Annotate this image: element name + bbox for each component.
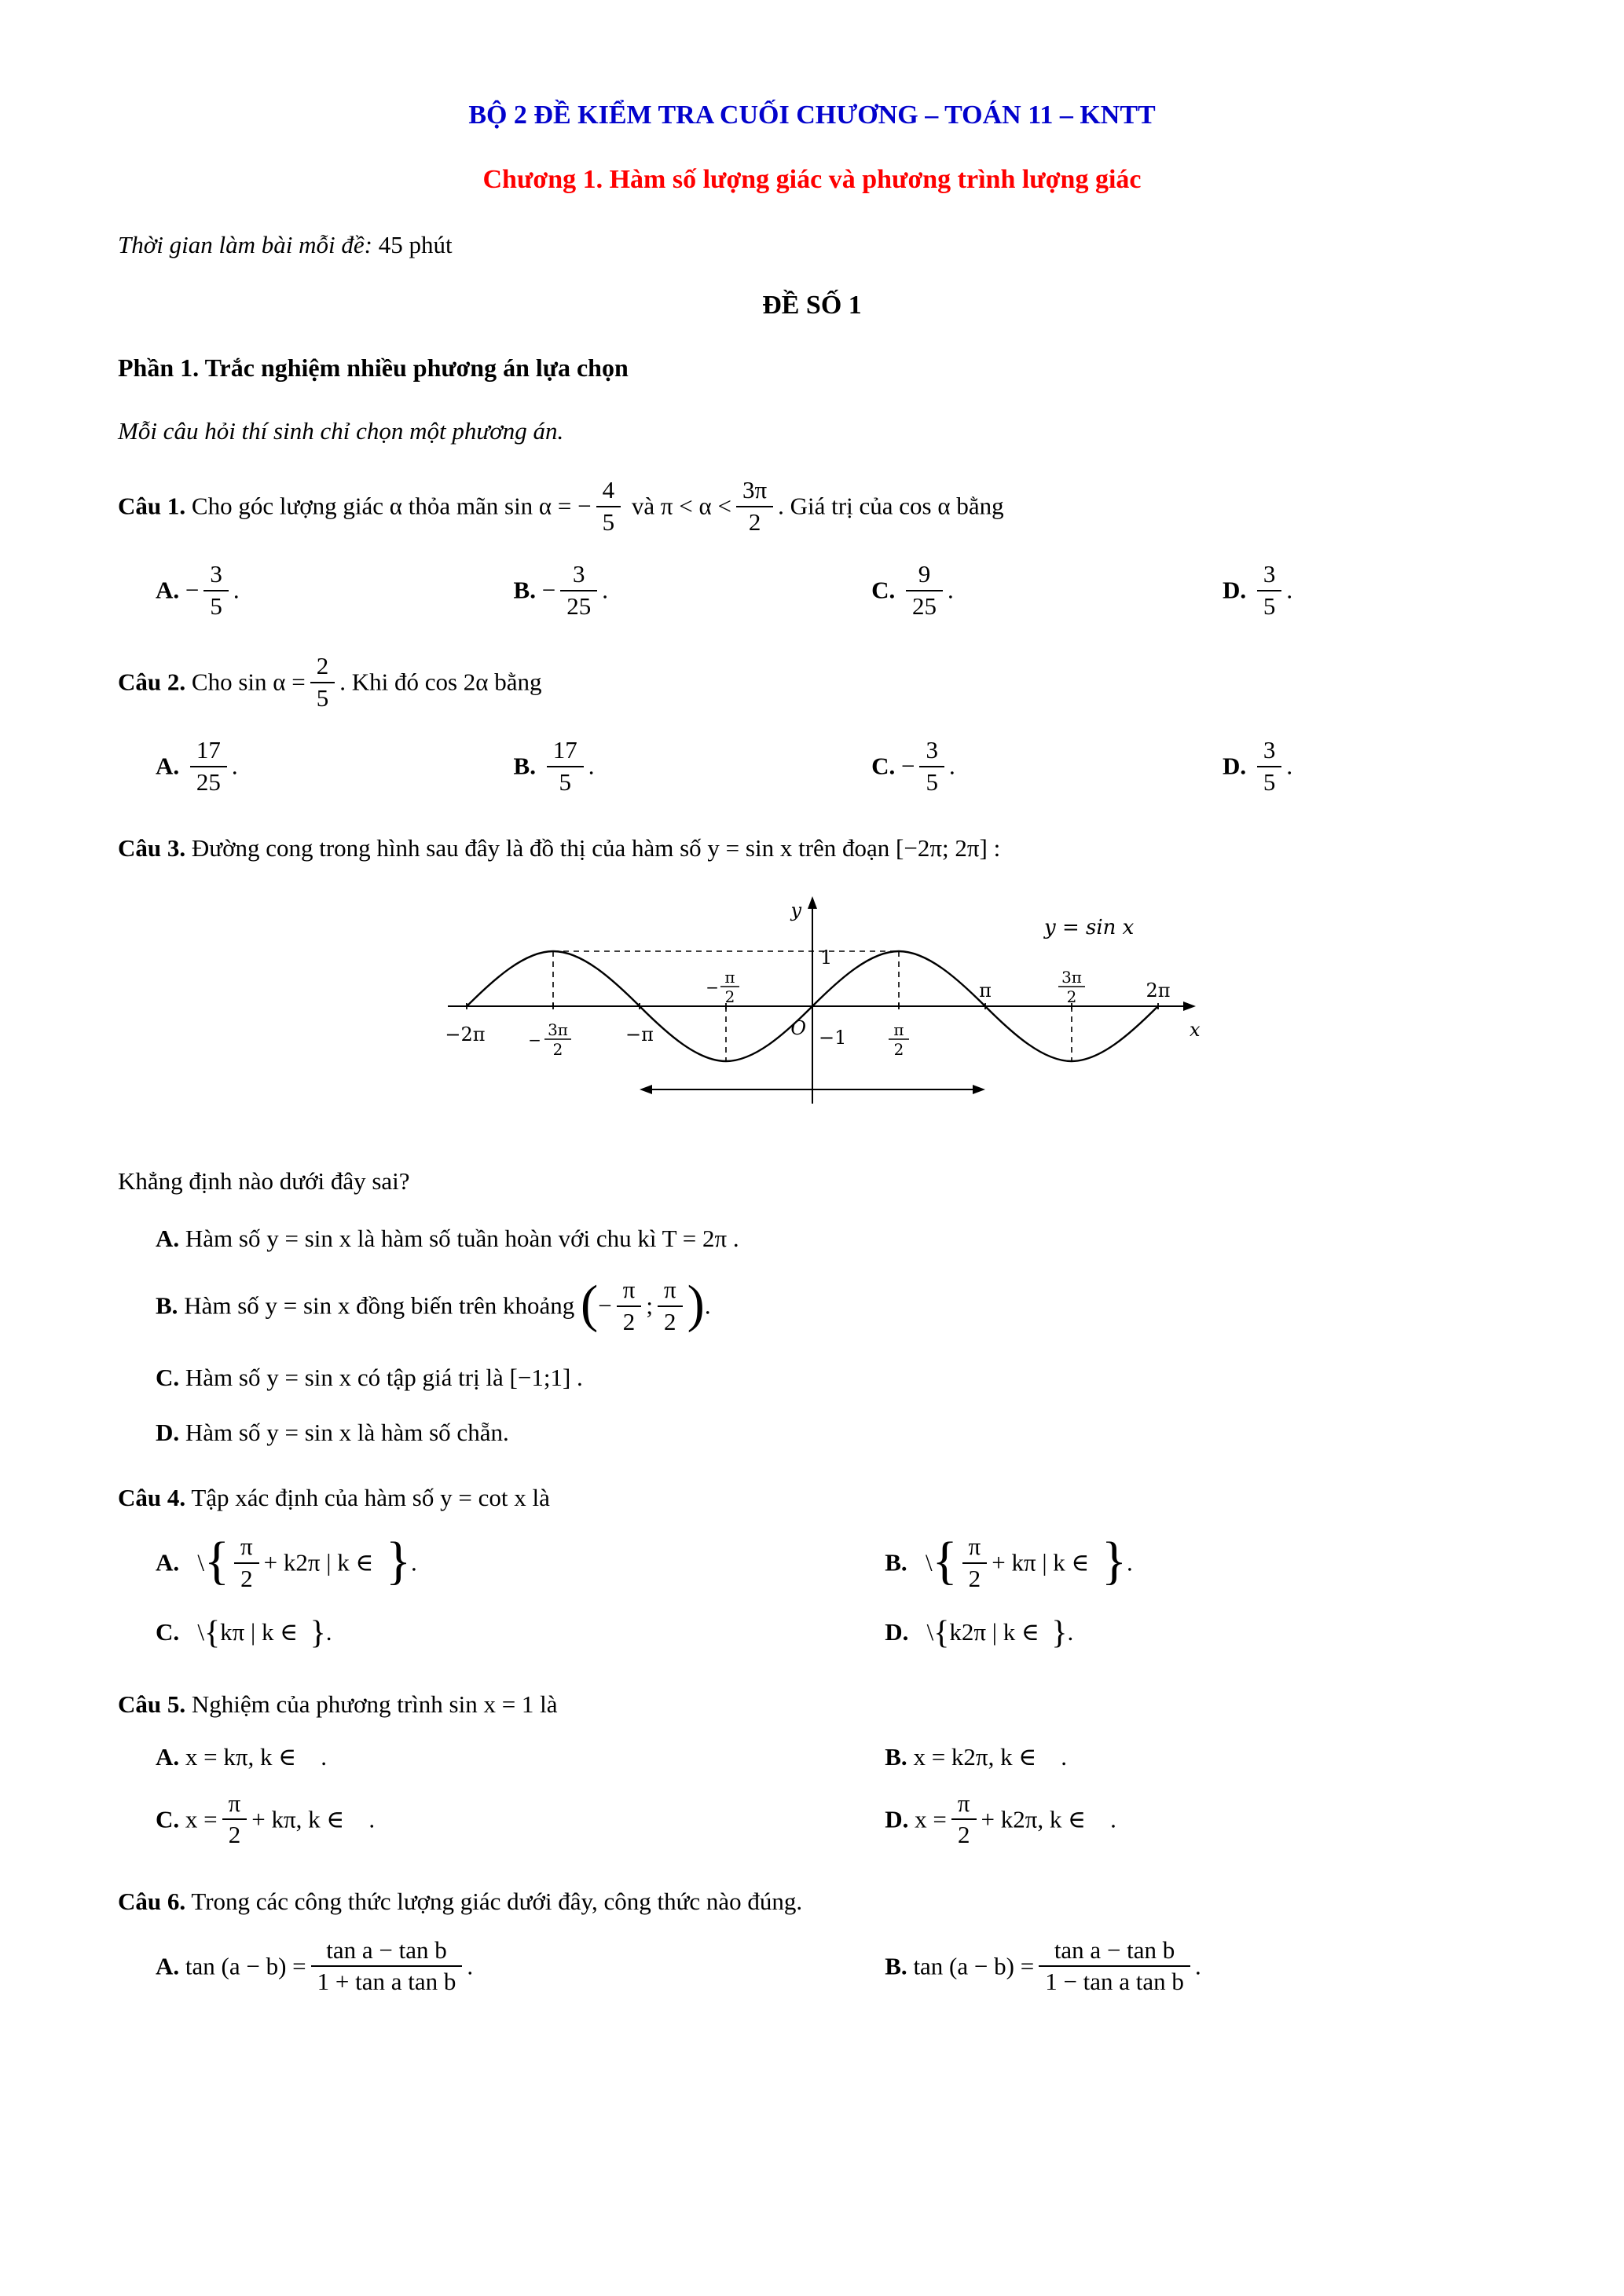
option-period: .: [588, 752, 595, 780]
question-5-options-row-2: [118, 1789, 1506, 1851]
setminus: \: [907, 1548, 933, 1576]
question-6-options: [118, 1935, 1506, 1998]
question-3-text: Đường cong trong hình sau đây là đồ thị của hàm số y = sin x trên đoạn [−2π; 2π] :: [191, 834, 1001, 862]
label-2pi: 2π: [1145, 980, 1171, 1002]
fraction-denominator: 25: [196, 767, 221, 796]
fraction-numerator: 3π: [1061, 968, 1082, 987]
fraction-denominator: 1 − tan a tan b: [1045, 1968, 1184, 1996]
question-1-options: [118, 560, 1506, 621]
fraction-denominator: 5: [1263, 767, 1276, 796]
question-3-sub: Khẳng định nào dưới đây sai?: [118, 1167, 410, 1196]
fraction-numerator: π: [951, 1791, 977, 1821]
option-period: .: [1194, 1952, 1201, 1980]
fraction: [951, 1791, 977, 1848]
option-letter: B.: [156, 1291, 178, 1320]
fraction-numerator: 3: [919, 738, 944, 767]
q1-option-c: [871, 560, 1223, 621]
question-6-text: Trong các công thức lượng giác dưới đây, công thức nào đúng.: [191, 1888, 803, 1916]
period-arrow-right: [973, 1085, 985, 1094]
option-period: .: [1286, 752, 1293, 780]
x-axis-arrow: [1183, 1002, 1196, 1011]
option-letter: C.: [871, 752, 896, 780]
fraction-denominator: 2: [622, 1307, 636, 1335]
fraction-sign: −: [527, 1031, 541, 1050]
question-3: [118, 832, 1506, 865]
option-letter: B.: [885, 1548, 907, 1576]
fraction-numerator: tan a − tan b: [1039, 1938, 1190, 1968]
fraction-denominator: 1 + tan a tan b: [317, 1968, 456, 1996]
set-condition: + kπ | k ∈: [992, 1548, 1102, 1576]
minus-sign: −: [598, 1291, 612, 1320]
q5-option-c: [156, 1789, 885, 1851]
fraction-denominator: 5: [1263, 591, 1276, 620]
q2-option-d: [1223, 736, 1506, 797]
label-neg-3pi-over-2: [528, 1020, 571, 1059]
fraction-numerator: 3: [1257, 562, 1282, 591]
option-period: .: [325, 1618, 332, 1646]
label-pi-over-2: [889, 1020, 909, 1059]
x-axis-label: x: [1189, 1019, 1201, 1042]
option-letter: D.: [1223, 752, 1247, 780]
option-period: .: [1067, 1618, 1074, 1646]
set-condition: k2π | k ∈: [949, 1618, 1052, 1646]
label-1: 1: [819, 947, 832, 969]
fraction-numerator: π: [893, 1020, 904, 1040]
part-title: Phần 1. Trắc nghiệm nhiều phương án lựa chọn: [118, 353, 629, 382]
option-period: .: [1127, 1548, 1133, 1576]
fraction-numerator: 3π: [547, 1020, 568, 1040]
fraction-numerator: 2: [310, 654, 335, 683]
curve-equation-label: y = sin x: [1043, 916, 1134, 940]
label-neg-2pi: −2π: [444, 1023, 486, 1046]
q4-option-c: [156, 1616, 885, 1653]
fraction-denominator: 2: [228, 1821, 241, 1849]
option-letter: C.: [156, 1618, 180, 1646]
option-fraction: [919, 738, 944, 795]
question-4-text: Tập xác định của hàm số y = cot x là: [191, 1484, 550, 1512]
fraction-numerator: 3π: [736, 478, 773, 507]
close-brace: }: [1051, 1615, 1068, 1652]
y-axis-arrow: [808, 896, 817, 909]
label-minus-1: −1: [818, 1027, 846, 1049]
q3-option-b: [156, 1276, 1506, 1337]
fraction-denominator: 2: [968, 1564, 981, 1592]
label-3pi-over-2: [1058, 968, 1085, 1006]
fraction-numerator: 3: [1257, 738, 1282, 767]
option-letter: D.: [885, 1618, 909, 1646]
question-4-options-row-2: [118, 1616, 1506, 1653]
close-brace: }: [310, 1615, 326, 1652]
label-pi: π: [978, 980, 992, 1002]
option-letter: C.: [156, 1805, 180, 1833]
fraction-denominator: 5: [210, 591, 222, 620]
option-period: .: [1286, 576, 1293, 604]
fraction-numerator: π: [222, 1791, 247, 1821]
option-fraction: [190, 738, 227, 795]
open-brace: {: [933, 1615, 950, 1652]
option-letter: C.: [156, 1364, 180, 1392]
q1-option-a: [156, 560, 514, 621]
question-1-label: Câu 1.: [118, 492, 186, 520]
option-fraction: [906, 562, 943, 619]
fraction-numerator: π: [724, 968, 735, 987]
option-letter: B.: [513, 752, 536, 780]
formula-fraction: [311, 1935, 463, 1996]
option-text: Hàm số y = sin x là hàm số tuần hoàn với chu kì T = 2π .: [185, 1225, 739, 1253]
option-fraction: [1257, 738, 1282, 795]
option-letter: D.: [156, 1419, 180, 1447]
y-axis-label: y: [790, 899, 801, 922]
option-letter: A.: [156, 1952, 180, 1980]
option-letter: D.: [1223, 576, 1247, 604]
option-period: .: [410, 1548, 417, 1576]
fraction-sign: −: [705, 978, 719, 998]
fraction-numerator: π: [962, 1534, 988, 1564]
fraction-numerator: π: [658, 1277, 683, 1307]
option-letter: C.: [871, 576, 896, 604]
question-3-label: Câu 3.: [118, 834, 186, 862]
q5-option-d: [885, 1789, 1506, 1851]
q5-option-b: [885, 1743, 1506, 1771]
open-brace: {: [932, 1532, 958, 1591]
question-4-options-row-1: [118, 1532, 1506, 1594]
fraction-numerator: tan a − tan b: [311, 1938, 463, 1968]
close-paren: ): [687, 1276, 705, 1334]
option-period: .: [704, 1291, 711, 1320]
sine-graph: [420, 888, 1205, 1124]
period-arrow-left: [640, 1085, 652, 1094]
instruction-text: Mỗi câu hỏi thí sinh chỉ chọn một phương án.: [118, 417, 564, 445]
option-period: .: [948, 752, 955, 780]
question-5: [118, 1688, 1506, 1721]
q3-option-d: [156, 1419, 1506, 1447]
question-2: [118, 652, 1506, 713]
option-period: .: [602, 576, 608, 604]
fraction-denominator: 5: [926, 767, 938, 796]
option-text: x = kπ, k ∈ .: [185, 1742, 327, 1771]
fraction-denominator: 2: [240, 1564, 253, 1592]
label-neg-pi: −π: [625, 1023, 654, 1046]
fraction-denominator: 2: [552, 1040, 563, 1060]
fraction: [658, 1277, 683, 1335]
q3-option-c: [156, 1364, 1506, 1392]
option-fraction: [203, 562, 229, 619]
option-fraction: [560, 562, 597, 619]
option-fraction: [1257, 562, 1282, 619]
fraction-denominator: 2: [957, 1821, 970, 1849]
fraction-denominator: 2: [664, 1307, 676, 1335]
time-value: 45 phút: [378, 231, 453, 258]
question-1-text-2: và π < α <: [631, 492, 732, 520]
option-text: Hàm số y = sin x là hàm số chẵn.: [185, 1419, 509, 1447]
question-5-label: Câu 5.: [118, 1690, 186, 1719]
fraction: [962, 1534, 988, 1591]
option-letter: B.: [885, 1952, 907, 1980]
option-letter: A.: [156, 1225, 180, 1253]
option-text: tan (a − b) =: [185, 1952, 306, 1980]
doc-title: BỘ 2 ĐỀ KIỂM TRA CUỐI CHƯƠNG – TOÁN 11 – KNTT: [468, 101, 1156, 130]
question-4-label: Câu 4.: [118, 1484, 186, 1512]
setminus: \: [179, 1548, 205, 1576]
q5-option-a: [156, 1743, 885, 1771]
q3-option-a: [156, 1225, 1506, 1253]
question-6: [118, 1885, 1506, 1918]
fraction-denominator: 2: [1066, 987, 1076, 1007]
option-period: .: [947, 576, 954, 604]
question-2-text-1: Cho sin α =: [191, 668, 306, 696]
fraction-denominator: 2: [724, 987, 735, 1007]
fraction: [617, 1277, 642, 1335]
fraction: [736, 478, 773, 535]
q4-option-d: [885, 1616, 1506, 1653]
fraction-denominator: 25: [911, 591, 937, 620]
option-text: x =: [185, 1805, 218, 1833]
option-text-2: + kπ, k ∈ .: [251, 1805, 376, 1833]
doc-subtitle: Chương 1. Hàm số lượng giác và phương trình lượng giác: [482, 165, 1142, 194]
fraction-numerator: 17: [547, 738, 584, 767]
option-letter: A.: [156, 1742, 180, 1771]
option-fraction: [547, 738, 584, 795]
fraction-numerator: 3: [203, 562, 229, 591]
option-letter: B.: [885, 1742, 907, 1771]
label-neg-pi-over-2: [706, 968, 739, 1006]
option-text-2: + k2π, k ∈ .: [981, 1805, 1116, 1833]
q2-option-c: [871, 736, 1223, 797]
option-text: Hàm số y = sin x đồng biến trên khoảng: [184, 1291, 575, 1320]
fraction: [596, 478, 621, 535]
origin-label: O: [790, 1017, 806, 1040]
question-4: [118, 1481, 1506, 1514]
option-text: x = k2π, k ∈ .: [913, 1742, 1068, 1771]
option-letter: A.: [156, 576, 180, 604]
fraction-numerator: 3: [560, 562, 597, 591]
sine-graph-figure: [118, 888, 1506, 1130]
setminus: \: [179, 1618, 205, 1646]
question-1: [118, 476, 1506, 537]
question-6-label: Câu 6.: [118, 1888, 186, 1916]
exam-number: ĐỀ SỐ 1: [762, 291, 862, 320]
fraction: [310, 654, 335, 711]
setminus: \: [908, 1618, 934, 1646]
option-period: .: [231, 752, 238, 780]
close-brace: }: [1102, 1532, 1127, 1591]
time-line: [118, 231, 1506, 259]
option-text: tan (a − b) =: [913, 1952, 1035, 1980]
close-brace: }: [385, 1532, 411, 1591]
question-2-options: [118, 736, 1506, 797]
formula-fraction: [1039, 1935, 1190, 1996]
open-brace: {: [204, 1532, 230, 1591]
fraction: [222, 1791, 247, 1848]
option-text: x =: [915, 1805, 947, 1833]
option-letter: B.: [513, 576, 536, 604]
time-label: Thời gian làm bài mỗi đề:: [118, 231, 372, 258]
fraction-numerator: 4: [596, 478, 621, 507]
question-5-text: Nghiệm của phương trình sin x = 1 là: [191, 1690, 558, 1719]
option-period: .: [467, 1952, 474, 1980]
fraction-denominator: 2: [893, 1040, 904, 1060]
fraction-denominator: 5: [316, 683, 329, 712]
option-text: Hàm số y = sin x có tập giá trị là [−1;1] .: [185, 1364, 583, 1392]
question-5-options-row-1: [118, 1743, 1506, 1771]
separator: ;: [646, 1291, 653, 1320]
option-sign: −: [185, 576, 200, 604]
q6-option-b: [885, 1935, 1506, 1998]
fraction-denominator: 5: [559, 767, 571, 796]
fraction: [234, 1534, 259, 1591]
q4-option-b: [885, 1532, 1506, 1594]
set-condition: kπ | k ∈: [220, 1618, 310, 1646]
q1-option-d: [1223, 560, 1506, 621]
q2-option-b: [513, 736, 872, 797]
fraction-denominator: 25: [566, 591, 592, 620]
open-brace: {: [204, 1615, 221, 1652]
fraction-numerator: 17: [190, 738, 227, 767]
fraction-denominator: 2: [748, 507, 761, 536]
set-condition: + k2π | k ∈: [263, 1548, 386, 1576]
fraction-numerator: π: [617, 1277, 642, 1307]
open-paren: (: [581, 1276, 599, 1334]
option-letter: D.: [885, 1805, 909, 1833]
q2-option-a: [156, 736, 514, 797]
option-letter: A.: [156, 752, 180, 780]
q1-option-b: [513, 560, 872, 621]
fraction-numerator: 9: [906, 562, 943, 591]
option-letter: A.: [156, 1548, 180, 1576]
q4-option-a: [156, 1532, 885, 1594]
fraction-numerator: π: [234, 1534, 259, 1564]
question-2-text-2: . Khi đó cos 2α bằng: [339, 668, 542, 696]
option-sign: −: [541, 576, 556, 604]
question-1-text-1: Cho góc lượng giác α thỏa mãn sin α = −: [191, 492, 592, 520]
question-2-label: Câu 2.: [118, 668, 186, 696]
fraction-denominator: 5: [602, 507, 615, 536]
question-1-text-3: . Giá trị của cos α bằng: [778, 492, 1004, 520]
option-period: .: [233, 576, 240, 604]
option-sign: −: [900, 752, 915, 780]
q6-option-a: [156, 1935, 885, 1998]
